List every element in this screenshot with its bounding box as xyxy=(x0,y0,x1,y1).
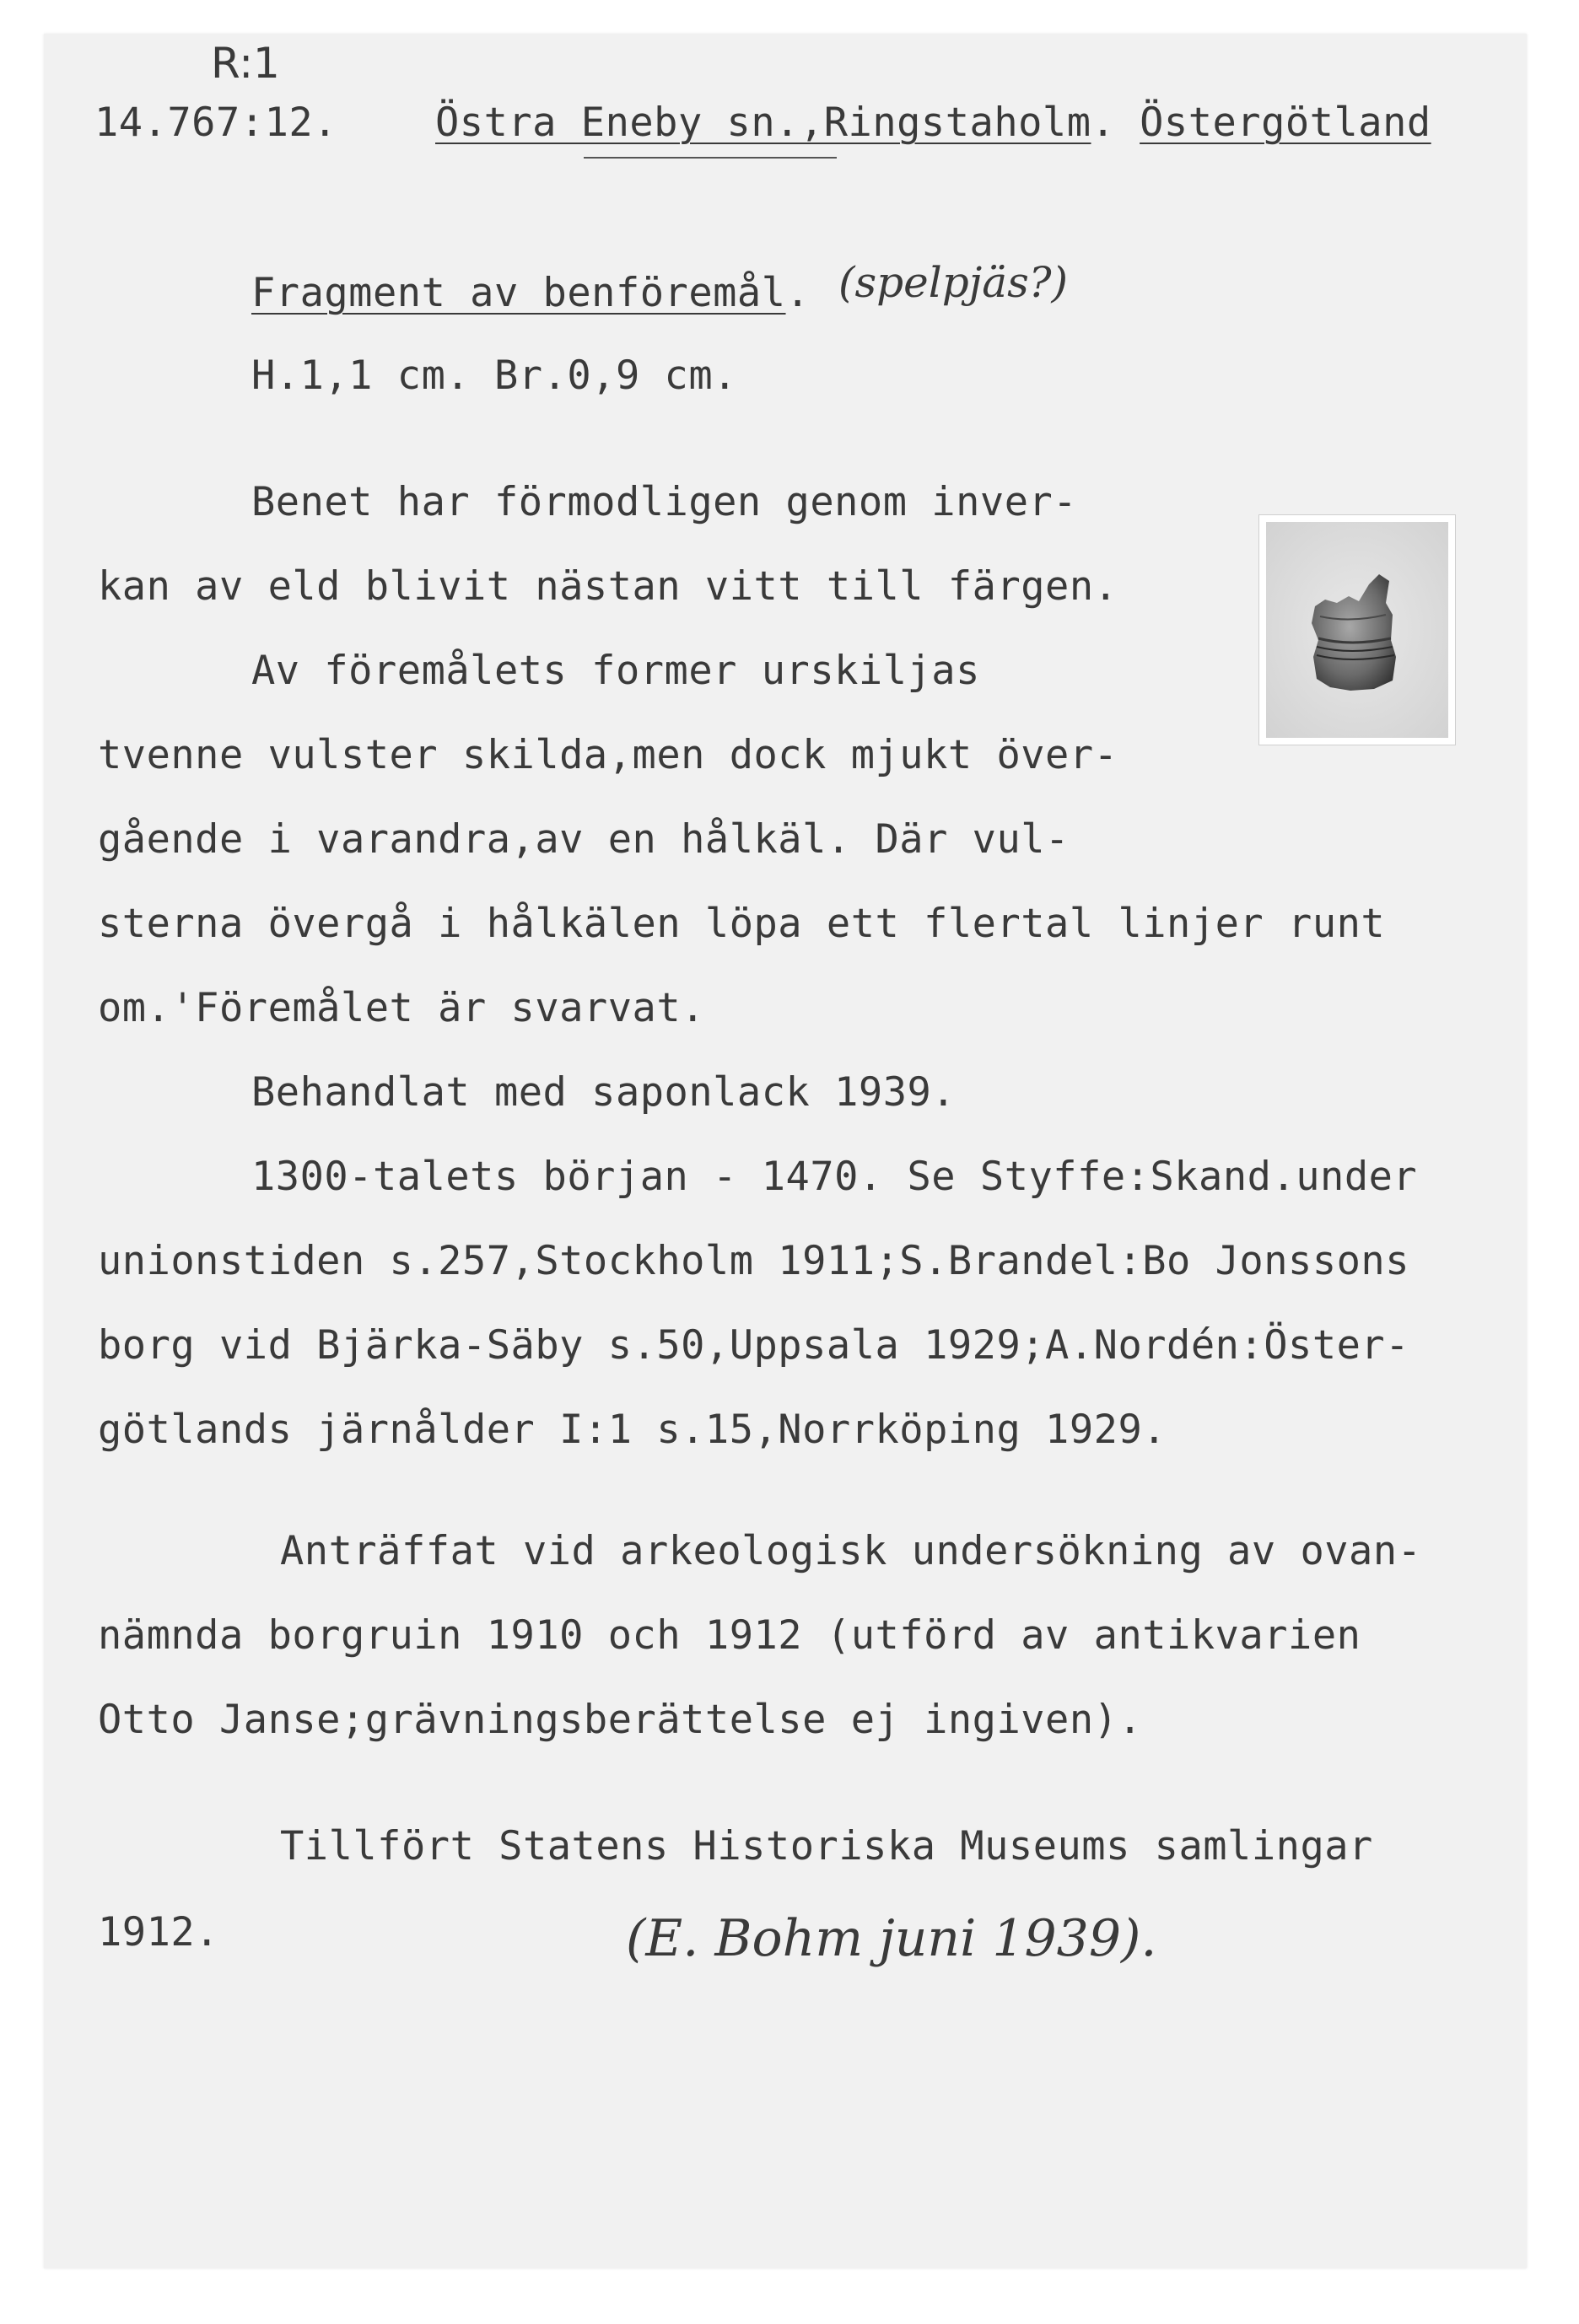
location-separator: . xyxy=(1091,100,1116,146)
bone-fragment-image xyxy=(1266,522,1448,738)
location-parish: Östra Eneby sn.,Ringstaholm xyxy=(435,100,1091,146)
signature: (E. Bohm juni 1939). xyxy=(626,1909,1157,1968)
description-line: unionstiden s.257,Stockholm 1911;S.Brandel:Bo Jonssons xyxy=(98,1238,1410,1284)
location-line xyxy=(435,98,1431,148)
description-line: sterna övergå i hålkälen löpa ett flertal linjer runt xyxy=(98,901,1386,947)
find-line: Anträffat vid arkeologisk undersökning av ovan- xyxy=(280,1528,1422,1574)
description-line: 1300-talets början - 1470. Se Styffe:Skand.under xyxy=(251,1154,1418,1200)
description-line: Benet har förmodligen genom inver- xyxy=(251,479,1078,525)
pen-underline xyxy=(584,157,837,159)
object-photo xyxy=(1258,514,1456,745)
photo-image xyxy=(1266,522,1448,738)
catalog-number: 14.767:12. xyxy=(94,100,337,146)
accession-line: Tillfört Statens Historiska Museums samlingar xyxy=(280,1823,1373,1869)
shelf-mark: R:1 xyxy=(211,39,280,88)
dimensions: H.1,1 cm. Br.0,9 cm. xyxy=(251,352,737,399)
title-line xyxy=(251,268,810,319)
title-period: . xyxy=(785,270,811,316)
location-province: Östergötland xyxy=(1140,100,1431,146)
catalog-card xyxy=(44,34,1527,2268)
description-line: Behandlat med saponlack 1939. xyxy=(251,1069,957,1116)
find-line: Otto Janse;grävningsberättelse ej ingiven). xyxy=(98,1697,1143,1743)
description-line: tvenne vulster skilda,men dock mjukt över- xyxy=(98,732,1118,778)
find-line: nämnda borgruin 1910 och 1912 (utförd av antikvarien xyxy=(98,1612,1361,1659)
description-line: borg vid Bjärka-Säby s.50,Uppsala 1929;A.Nordén:Öster- xyxy=(98,1322,1410,1369)
description-line: om.'Föremålet är svarvat. xyxy=(98,985,705,1031)
accession-year: 1912. xyxy=(98,1909,219,1955)
description-line: götlands järnålder I:1 s.15,Norrköping 1929. xyxy=(98,1407,1167,1453)
description-line: gående i varandra,av en hålkäl. Där vul- xyxy=(98,816,1070,863)
description-line: kan av eld blivit nästan vitt till färgen. xyxy=(98,563,1118,610)
description-line: Av föremålets former urskiljas xyxy=(251,648,980,694)
handwritten-note: (spelpjäs?) xyxy=(838,258,1069,307)
object-title: Fragment av benföremål xyxy=(251,270,786,316)
